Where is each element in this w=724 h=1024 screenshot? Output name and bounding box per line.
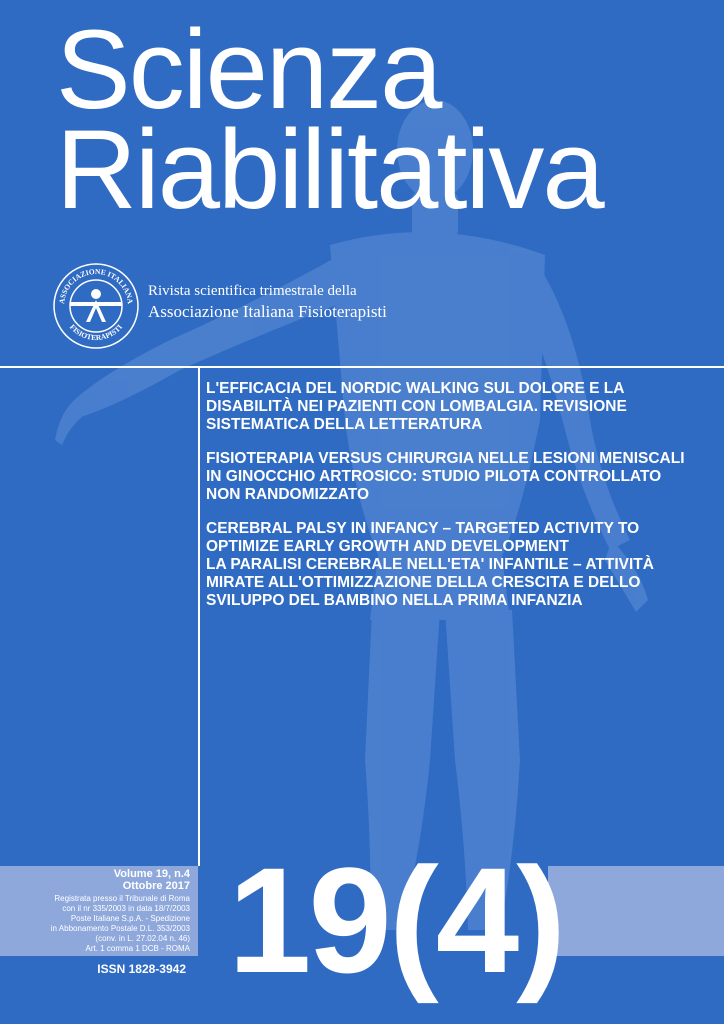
article-title-3: CEREBRAL PALSY IN INFANCY – TARGETED ACTIVITY TO OPTIMIZE EARLY GROWTH AND DEVELOPMENT LA PARALISI CEREBRALE NELL'ETA' INFANTILE – ATTIVITÀ MIRATE ALL'OTTIMIZZAZIONE DELLA CRESCITA E DELLO SVILUPPO DEL BAMBINO NELLA PRIMA INFANZIA [206,520,654,609]
issn-number: ISSN 1828-3942 [97,962,186,976]
issue-date: Ottobre 2017 [122,880,190,892]
volume-info [0,868,190,892]
logo-ring-text-top: ASSOCIAZIONE ITALIANA [57,266,135,305]
logo-ring-text-bottom: FISIOTERAPISTI [67,322,125,343]
vertical-divider [198,366,200,866]
volume-number: Volume 19, n.4 [113,868,190,880]
legal-line: con il nr 335/2003 in data 18/7/2003 [62,904,190,913]
article-list [206,380,686,626]
journal-title [56,7,603,232]
legal-line: in Abbonamento Postale D.L. 353/2003 [50,924,190,933]
association-logo-icon [52,262,140,350]
journal-title-line1: Scienza [56,7,441,132]
tagline-line1: Rivista scientifica trimestrale della [148,283,357,299]
legal-line: Registrata presso il Tribunale di Roma [54,894,190,903]
article-title-2: FISIOTERAPIA VERSUS CHIRURGIA NELLE LESIONI MENISCALI IN GINOCCHIO ARTROSICO: STUDIO PILOTA CONTROLLATO NON RANDOMIZZATO [206,450,685,503]
legal-line: (conv. in L. 27.02.04 n. 46) [95,934,190,943]
legal-line: Art. 1 comma 1 DCB - ROMA [85,944,190,953]
legal-registration [0,894,190,954]
journal-title-line2: Riabilitativa [56,107,603,232]
issue-band-right [548,866,724,956]
journal-tagline [148,283,387,322]
legal-line: Poste Italiane S.p.A. - Spedizione [70,914,190,923]
article-title-1: L'EFFICACIA DEL NORDIC WALKING SUL DOLORE E LA DISABILITÀ NEI PAZIENTI CON LOMBALGIA. REVISIONE SISTEMATICA DELLA LETTERATURA [206,380,627,433]
svg-text:ASSOCIAZIONE ITALIANA [57,267,135,305]
tagline-line2: Associazione Italiana Fisioterapisti [148,302,387,321]
issue-number: 19(4) [228,836,564,1004]
horizontal-divider [0,366,724,368]
